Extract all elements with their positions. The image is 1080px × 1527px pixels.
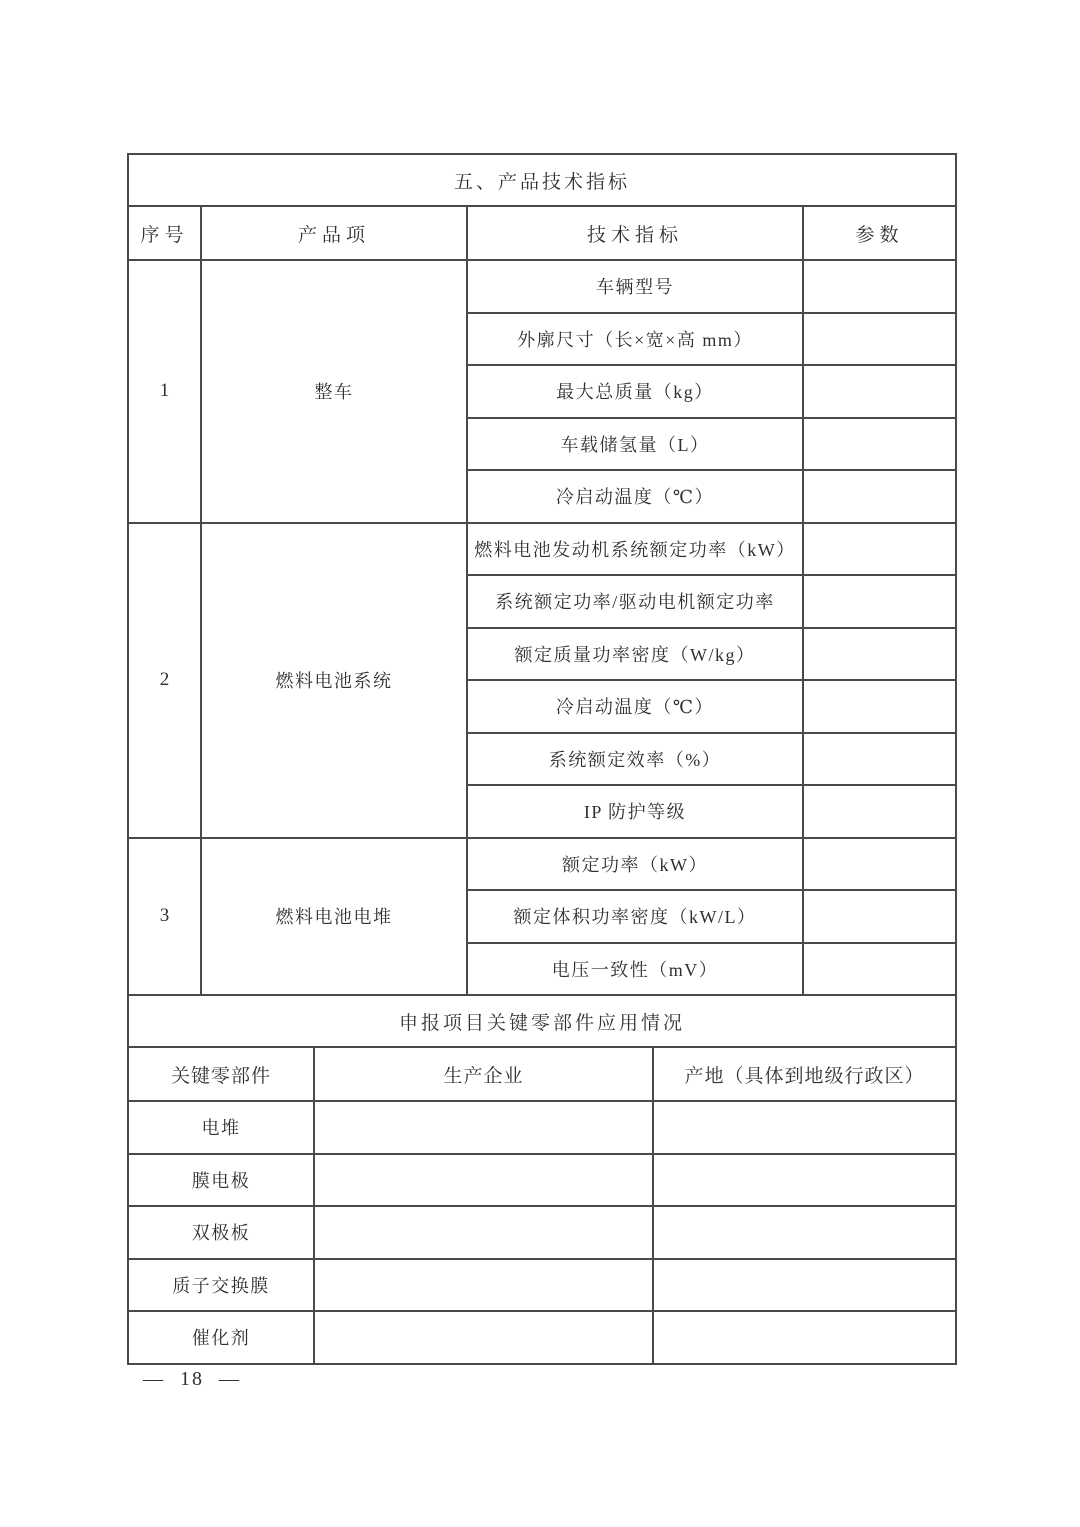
col-header-product: 产品项	[201, 206, 467, 260]
parameter-value-cell	[803, 733, 956, 786]
indicator-label: 冷启动温度（℃）	[467, 470, 803, 523]
section-no: 1	[128, 260, 201, 523]
component-name: 膜电极	[128, 1154, 314, 1207]
indicator-label: 系统额定效率（%）	[467, 733, 803, 786]
col-header-manufacturer: 生产企业	[314, 1047, 653, 1101]
manufacturer-cell	[314, 1101, 653, 1154]
indicator-label: 车载储氢量（L）	[467, 418, 803, 471]
form-tables	[127, 153, 955, 1365]
parameter-value-cell	[803, 943, 956, 996]
col-header-origin: 产地（具体到地级行政区）	[653, 1047, 956, 1101]
col-header-index: 序号	[128, 206, 201, 260]
origin-cell	[653, 1101, 956, 1154]
indicator-label: 额定功率（kW）	[467, 838, 803, 891]
parameter-value-cell	[803, 628, 956, 681]
indicator-label: 车辆型号	[467, 260, 803, 313]
indicator-label: 外廓尺寸（长×宽×高 mm）	[467, 313, 803, 366]
product-name: 燃料电池电堆	[201, 838, 467, 996]
parameter-value-cell	[803, 838, 956, 891]
parameter-value-cell	[803, 785, 956, 838]
origin-cell	[653, 1154, 956, 1207]
tech-table-title: 五、产品技术指标	[128, 154, 956, 206]
manufacturer-cell	[314, 1259, 653, 1312]
parameter-value-cell	[803, 890, 956, 943]
origin-cell	[653, 1311, 956, 1364]
section-no: 3	[128, 838, 201, 996]
col-header-parameter: 参数	[803, 206, 956, 260]
product-name: 整车	[201, 260, 467, 523]
indicator-label: 系统额定功率/驱动电机额定功率	[467, 575, 803, 628]
indicator-label: IP 防护等级	[467, 785, 803, 838]
key-components-table	[127, 994, 957, 1365]
parameter-value-cell	[803, 260, 956, 313]
indicator-label: 额定质量功率密度（W/kg）	[467, 628, 803, 681]
parameter-value-cell	[803, 523, 956, 576]
indicator-label: 最大总质量（kg）	[467, 365, 803, 418]
page-number: — 18 —	[143, 1368, 241, 1390]
product-name: 燃料电池系统	[201, 523, 467, 838]
indicator-label: 电压一致性（mV）	[467, 943, 803, 996]
parameter-value-cell	[803, 365, 956, 418]
component-name: 催化剂	[128, 1311, 314, 1364]
components-table-title: 申报项目关键零部件应用情况	[128, 995, 956, 1047]
parameter-value-cell	[803, 575, 956, 628]
manufacturer-cell	[314, 1311, 653, 1364]
manufacturer-cell	[314, 1154, 653, 1207]
origin-cell	[653, 1259, 956, 1312]
origin-cell	[653, 1206, 956, 1259]
col-header-indicator: 技术指标	[467, 206, 803, 260]
component-name: 双极板	[128, 1206, 314, 1259]
parameter-value-cell	[803, 680, 956, 733]
parameter-value-cell	[803, 470, 956, 523]
parameter-value-cell	[803, 418, 956, 471]
section-no: 2	[128, 523, 201, 838]
indicator-label: 燃料电池发动机系统额定功率（kW）	[467, 523, 803, 576]
indicator-label: 冷启动温度（℃）	[467, 680, 803, 733]
manufacturer-cell	[314, 1206, 653, 1259]
parameter-value-cell	[803, 313, 956, 366]
component-name: 电堆	[128, 1101, 314, 1154]
col-header-component: 关键零部件	[128, 1047, 314, 1101]
product-tech-indicators-table	[127, 153, 957, 996]
component-name: 质子交换膜	[128, 1259, 314, 1312]
indicator-label: 额定体积功率密度（kW/L）	[467, 890, 803, 943]
